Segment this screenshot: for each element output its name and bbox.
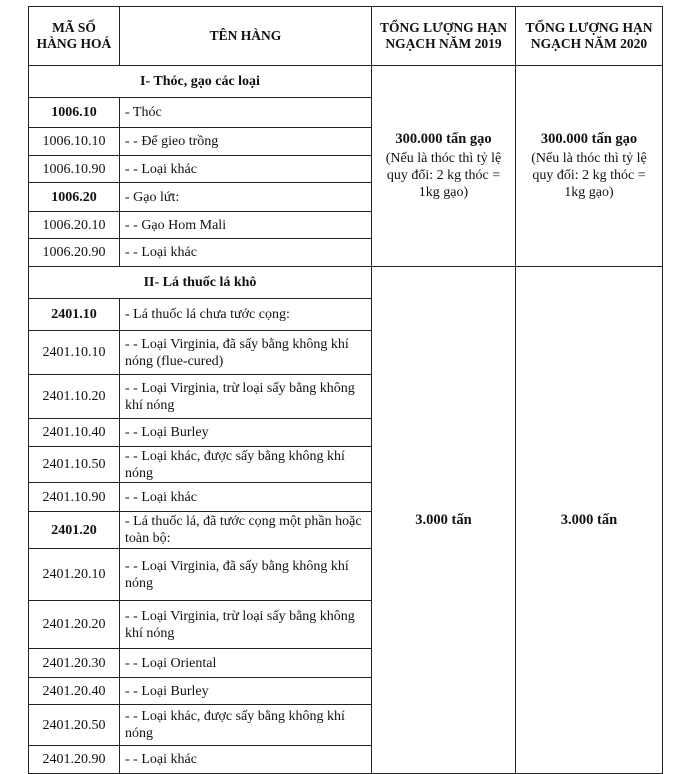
header-quota-2019: TỔNG LƯỢNG HẠN NGẠCH NĂM 2019 [372, 7, 516, 66]
goods-name: - - Gạo Hom Mali [120, 212, 372, 239]
goods-name: - Gạo lứt: [120, 183, 372, 212]
hs-code: 2401.20.30 [29, 649, 120, 678]
goods-name: - Thóc [120, 98, 372, 128]
quota-amount: 3.000 tấn [560, 511, 618, 528]
quota-2020-cell [516, 66, 663, 267]
goods-name: - Lá thuốc lá, đã tước cọng một phần hoặc toàn bộ: [120, 512, 372, 549]
goods-name: - Lá thuốc lá chưa tước cọng: [120, 299, 372, 331]
goods-name: - - Loại Virginia, đã sấy bằng không khí nóng [120, 549, 372, 601]
hs-code: 1006.20.10 [29, 212, 120, 239]
hs-code: 2401.10.20 [29, 375, 120, 419]
quota-amount: 300.000 tấn gạo [540, 131, 638, 147]
section-title-row [29, 66, 663, 98]
goods-name: - - Loại Burley [120, 678, 372, 705]
quota-amount: 300.000 tấn gạo [395, 131, 492, 147]
goods-name: - - Loại khác, được sấy bằng không khí nóng [120, 705, 372, 746]
hs-code: 2401.20.10 [29, 549, 120, 601]
header-row [29, 7, 663, 66]
goods-name: - - Loại Virginia, trừ loại sấy bằng không khí nóng [120, 601, 372, 649]
quota-note: (Nếu là thóc thì tỷ lệ quy đổi: 2 kg thóc = 1kg gạo) [385, 151, 502, 200]
goods-name: - - Loại khác [120, 239, 372, 267]
quota-table [28, 6, 663, 774]
goods-name: - - Loại khác [120, 746, 372, 774]
hs-code: 2401.10.50 [29, 447, 120, 483]
goods-name: - - Loại Burley [120, 419, 372, 447]
header-code: MÃ SỐ HÀNG HOÁ [29, 7, 120, 66]
hs-code: 2401.20.90 [29, 746, 120, 774]
hs-code: 1006.10 [29, 98, 120, 128]
quota-2019-cell [372, 66, 516, 267]
goods-name: - - Loại Virginia, đã sấy bằng không khí nóng (flue-cured) [120, 331, 372, 375]
hs-code: 1006.10.10 [29, 128, 120, 156]
goods-name: - - Loại Oriental [120, 649, 372, 678]
hs-code: 2401.20 [29, 512, 120, 549]
hs-code: 2401.20.50 [29, 705, 120, 746]
hs-code: 1006.20.90 [29, 239, 120, 267]
goods-name: - - Để gieo trồng [120, 128, 372, 156]
header-name: TÊN HÀNG [120, 7, 372, 66]
quota-note: (Nếu là thóc thì tỷ lệ quy đổi: 2 kg thóc = 1kg gạo) [531, 151, 647, 200]
section-title: I- Thóc, gạo các loại [29, 66, 372, 98]
quota-2020-cell [516, 267, 663, 774]
goods-name: - - Loại khác, được sấy bằng không khí nóng [120, 447, 372, 483]
hs-code: 1006.20 [29, 183, 120, 212]
header-quota-2020: TỔNG LƯỢNG HẠN NGẠCH NĂM 2020 [516, 7, 663, 66]
hs-code: 2401.20.20 [29, 601, 120, 649]
hs-code: 1006.10.90 [29, 156, 120, 183]
quota-amount: 3.000 tấn [415, 511, 472, 528]
hs-code: 2401.10.10 [29, 331, 120, 375]
hs-code: 2401.20.40 [29, 678, 120, 705]
section-title: II- Lá thuốc lá khô [29, 267, 372, 299]
section-title-row [29, 267, 663, 299]
goods-name: - - Loại Virginia, trừ loại sấy bằng không khí nóng [120, 375, 372, 419]
goods-name: - - Loại khác [120, 483, 372, 512]
table-body [29, 66, 663, 774]
goods-name: - - Loại khác [120, 156, 372, 183]
hs-code: 2401.10.90 [29, 483, 120, 512]
hs-code: 2401.10.40 [29, 419, 120, 447]
quota-2019-cell [372, 267, 516, 774]
hs-code: 2401.10 [29, 299, 120, 331]
